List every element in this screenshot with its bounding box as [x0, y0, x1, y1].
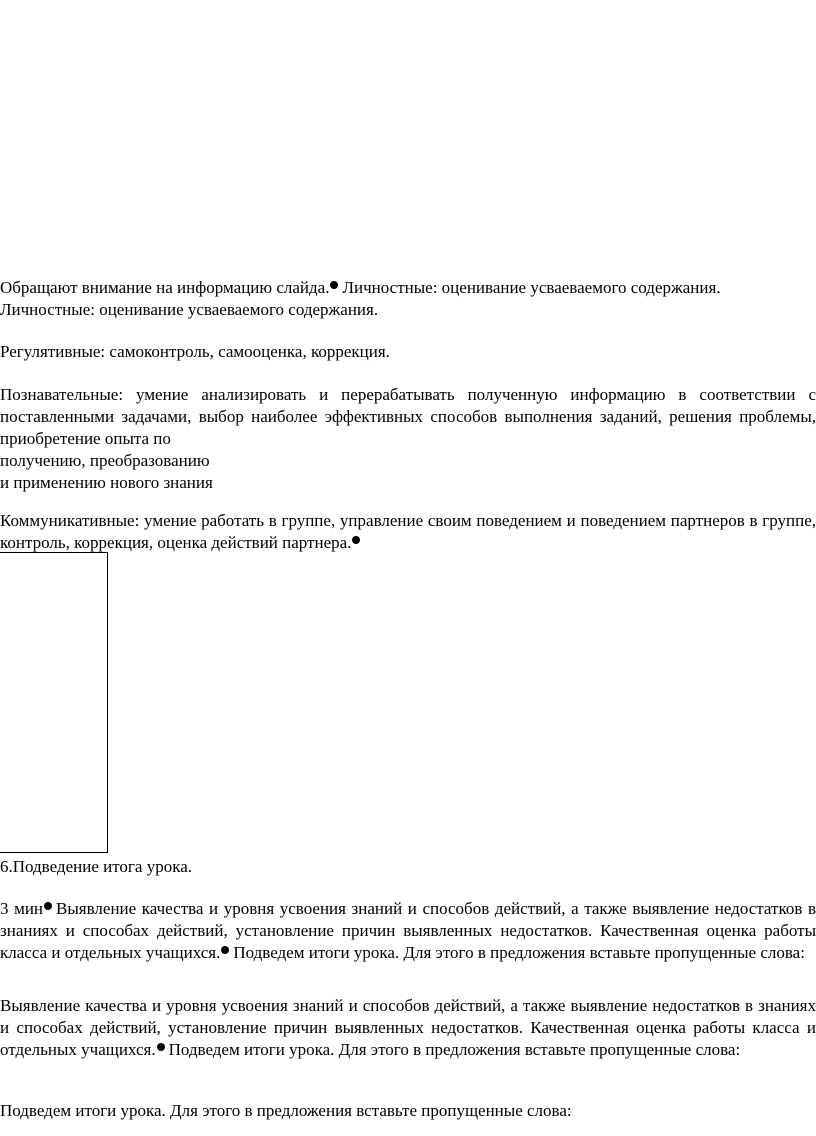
bullet-dot-icon: [221, 946, 229, 954]
paragraph-summary-stage: [0, 898, 816, 964]
time-label: 3 мин: [0, 899, 44, 918]
bullet-dot-icon: [157, 1043, 165, 1051]
paragraph-summary-repeat: [0, 995, 816, 1061]
paragraph-cognitive: [0, 384, 816, 494]
empty-frame: [0, 552, 108, 853]
cognitive-line-2: получению, преобразованию: [0, 451, 210, 470]
paragraph-regulative: Регулятивные: самоконтроль, самооценка, коррекция.: [0, 342, 390, 361]
cognitive-text: Познавательные: умение анализировать и перерабатывать полученную информацию в соответствии с поставленными задачами, выбор наиболее эффективных способов выполнения заданий, решения проблемы, приобретение опыта по: [0, 385, 816, 448]
paragraph-slide-info: [0, 277, 816, 321]
paragraph-communicative: [0, 510, 816, 554]
paragraph-summary-task: Подведем итоги урока. Для этого в предложения вставьте пропущенные слова:: [0, 1101, 572, 1120]
bullet-dot-icon: [352, 536, 360, 544]
summary-goal-text: Выявление качества и уровня усвоения знаний и способов действий, а также выявление недостатков в знаниях и способах действий, установление причин выявленных недостатков. Качественная оценка работы класса и отдельных учащихся.: [0, 899, 816, 962]
personal-uud-text: Личностные: оценивание усваеваемого содержания.: [342, 278, 721, 297]
communicative-text: Коммуникативные: умение работать в группе, управление своим поведением и поведением партнеров в группе, контроль, коррекция, оценка действий партнера.: [0, 511, 816, 552]
bullet-dot-icon: [330, 281, 338, 289]
section-heading-summary: 6.Подведение итога урока.: [0, 857, 192, 876]
summary-task-repeat-text: Подведем итоги урока. Для этого в предложения вставьте пропущенные слова:: [168, 1040, 741, 1059]
slide-info-text: Обращают внимание на информацию слайда.: [0, 278, 330, 297]
bullet-dot-icon: [44, 902, 52, 910]
summary-goal-repeat-text: Выявление качества и уровня усвоения знаний и способов действий, а также выявление недостатков в знаниях и способах действий, установление причин выявленных недостатков. Качественная оценка работы класса и отдельных учащихся.: [0, 996, 816, 1059]
cognitive-line-3: и применению нового знания: [0, 473, 213, 492]
personal-uud-repeat-text: Личностные: оценивание усваеваемого содержания.: [0, 300, 379, 319]
summary-task-text: Подведем итоги урока. Для этого в предложения вставьте пропущенные слова:: [233, 943, 805, 962]
